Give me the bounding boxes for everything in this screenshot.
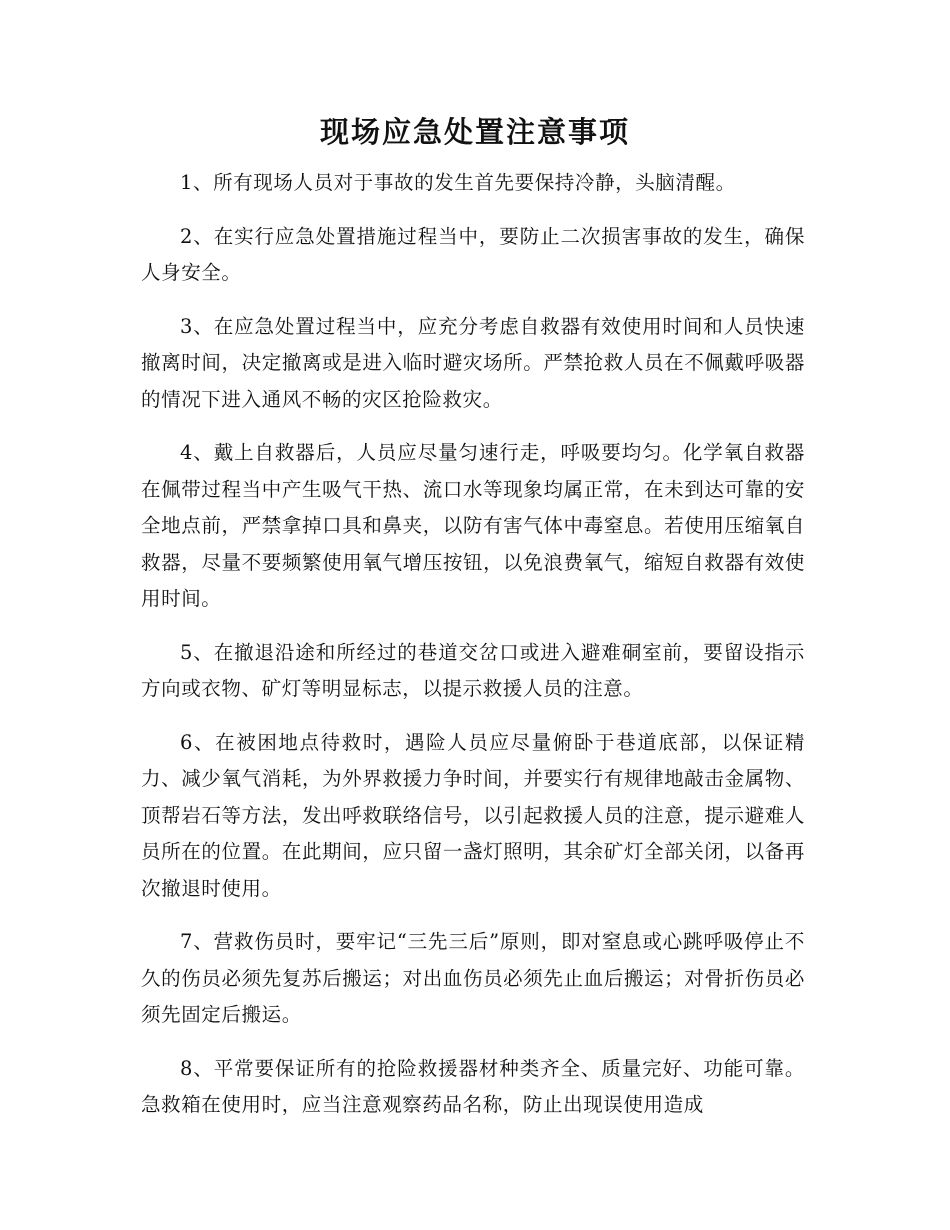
paragraph-3: 3、在应急处置过程当中，应充分考虑自救器有效使用时间和人员快速撤离时间，决定撤离或是进入临时避灾场所。严禁抢救人员在不佩戴呼吸器的情况下进入通风不畅的灾区抢险救灾。 [141,314,805,411]
paragraph-4: 4、戴上自救器后，人员应尽量匀速行走，呼吸要均匀。化学氧自救器在佩带过程当中产生吸气干热、流口水等现象均属正常，在未到达可靠的安全地点前，严禁拿掉口具和鼻夹，以防有害气体中毒窒息。若使用压缩氧自救器，尽量不要频繁使用氧气增压按钮，以免浪费氧气，缩短自救器有效使用时间。 [141,441,805,610]
paragraph-7: 7、营救伤员时，要牢记“三先三后”原则，即对窒息或心跳呼吸停止不久的伤员必须先复苏后搬运；对出血伤员必须先止血后搬运；对骨折伤员必须先固定后搬运。 [141,930,805,1026]
paragraph-2: 2、在实行应急处置措施过程当中，要防止二次损害事故的发生，确保人身安全。 [141,224,805,284]
paragraph-5: 5、在撤退沿途和所经过的巷道交岔口或进入避难硐室前，要留设指示方向或衣物、矿灯等明显标志，以提示救援人员的注意。 [141,640,805,700]
paragraph-6: 6、在被困地点待救时，遇险人员应尽量俯卧于巷道底部，以保证精力、减少氧气消耗，为外界救援力争时间，并要实行有规律地敲击金属物、顶帮岩石等方法，发出呼救联络信号，以引起救援人员的注意，提示避难人员所在的位置。在此期间，应只留一盏灯照明，其余矿灯全部关闭，以备再次撤退时使用。 [141,730,805,900]
document-title: 现场应急处置注意事项 [319,115,630,149]
paragraph-8: 8、平常要保证所有的抢险救援器材种类齐全、质量完好、功能可靠。急救箱在使用时，应当注意观察药品名称，防止出现误使用造成 [141,1056,805,1116]
paragraph-1: 1、所有现场人员对于事故的发生首先要保持冷静，头脑清醒。 [180,171,736,194]
document-body [141,165,805,1141]
